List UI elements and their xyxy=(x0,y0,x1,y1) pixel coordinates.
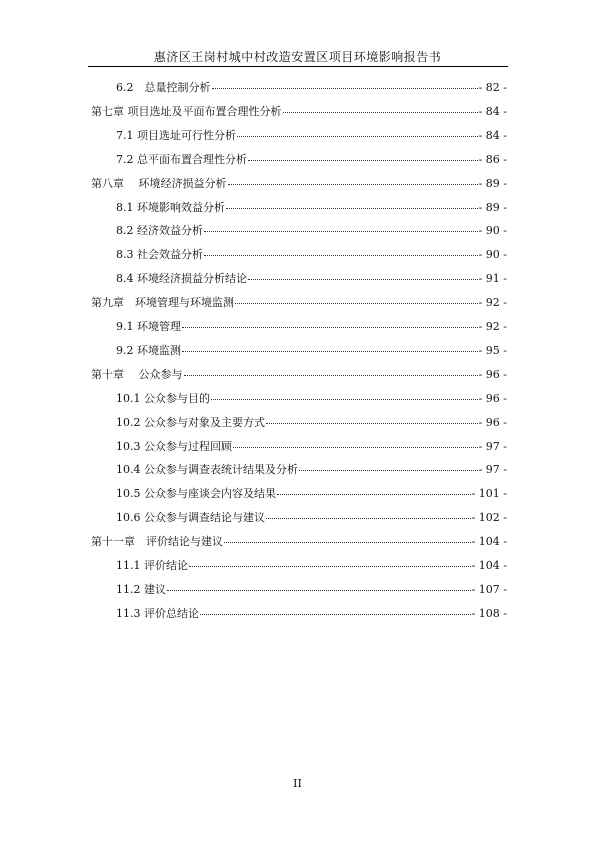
toc-dot-leader xyxy=(167,581,471,591)
toc-entry-page: - 107 - xyxy=(471,582,507,596)
toc-entry-page: - 96 - xyxy=(478,367,507,381)
toc-entry-title: 7.2 总平面布置合理性分析 xyxy=(116,152,247,166)
toc-section-entry[interactable] xyxy=(116,151,507,167)
toc-entry-title: 第七章 项目选址及平面布置合理性分析 xyxy=(91,104,282,118)
toc-entry-title: 9.1 环境管理 xyxy=(116,320,181,333)
toc-dot-leader xyxy=(283,103,478,113)
toc-chapter-entry[interactable] xyxy=(91,103,507,119)
toc-section-entry[interactable] xyxy=(116,79,507,95)
toc-dot-leader xyxy=(235,294,478,304)
toc-section-entry[interactable] xyxy=(116,485,507,501)
toc-entry-page: - 82 - xyxy=(478,81,507,94)
toc-entry-title: 第十一章 评价结论与建议 xyxy=(91,535,223,549)
toc-dot-leader xyxy=(182,342,478,352)
toc-entry-title: 10.2 公众参与对象及主要方式 xyxy=(116,415,265,429)
toc-dot-leader xyxy=(212,79,478,89)
running-header: 惠济区王岗村城中村改造安置区项目环境影响报告书 xyxy=(153,50,442,64)
toc-entry-page: - 89 - xyxy=(478,200,507,214)
header-rule xyxy=(88,66,508,67)
toc-entry-title: 第十章 公众参与 xyxy=(91,367,183,381)
toc-entry-page: - 92 - xyxy=(478,320,507,333)
toc-section-entry[interactable] xyxy=(116,461,507,477)
toc-entry-page: - 104 - xyxy=(471,535,507,549)
toc-entry-page: - 91 - xyxy=(478,272,507,286)
toc-entry-page: - 101 - xyxy=(471,487,507,501)
toc-entry-page: - 97 - xyxy=(478,439,507,453)
toc-section-entry[interactable] xyxy=(116,509,507,525)
toc-section-entry[interactable] xyxy=(116,557,507,573)
toc-entry-page: - 95 - xyxy=(478,343,507,357)
toc-entry-title: 第九章 环境管理与环境监测 xyxy=(91,296,234,310)
toc-entry-title: 8.3 社会效益分析 xyxy=(116,248,203,262)
toc-dot-leader xyxy=(226,199,478,209)
toc-entry-page: - 92 - xyxy=(478,296,507,310)
toc-entry-title: 11.2 建议 xyxy=(116,582,166,596)
toc-section-entry[interactable] xyxy=(116,390,507,406)
toc-dot-leader xyxy=(233,438,478,448)
toc-entry-page: - 84 - xyxy=(478,128,507,142)
toc-section-entry[interactable] xyxy=(116,127,507,143)
toc-dot-leader xyxy=(228,175,478,185)
toc-dot-leader xyxy=(204,222,478,232)
toc-section-entry[interactable] xyxy=(116,246,507,262)
toc-entry-page: - 90 - xyxy=(478,224,507,238)
toc-entry-page: - 86 - xyxy=(478,152,507,166)
toc-chapter-entry[interactable] xyxy=(91,294,507,310)
toc-entry-title: 10.1 公众参与目的 xyxy=(116,391,210,405)
toc-section-entry[interactable] xyxy=(116,199,507,215)
toc-section-entry[interactable] xyxy=(116,222,507,238)
toc-entry-page: - 102 - xyxy=(471,511,507,525)
toc-dot-leader xyxy=(211,390,478,400)
toc-entry-title: 8.4 环境经济损益分析结论 xyxy=(116,272,247,286)
toc-entry-title: 9.2 环境监测 xyxy=(116,343,181,357)
toc-dot-leader xyxy=(204,246,478,256)
toc-dot-leader xyxy=(224,533,471,543)
page-number: II xyxy=(293,777,302,790)
toc-dot-leader xyxy=(189,557,471,567)
toc-dot-leader xyxy=(299,461,478,471)
toc-entry-page: - 97 - xyxy=(478,463,507,477)
toc-entry-title: 11.1 评价结论 xyxy=(116,559,188,572)
toc-section-entry[interactable] xyxy=(116,438,507,454)
toc-dot-leader xyxy=(184,366,478,376)
toc-chapter-entry[interactable] xyxy=(91,175,507,191)
toc-dot-leader xyxy=(266,509,471,519)
toc-entry-title: 8.1 环境影响效益分析 xyxy=(116,200,225,214)
toc-dot-leader xyxy=(266,414,478,424)
toc-entry-page: - 96 - xyxy=(478,391,507,405)
toc-entry-title: 10.4 公众参与调查表统计结果及分析 xyxy=(116,463,298,477)
toc-section-entry[interactable] xyxy=(116,342,507,358)
toc-entry-title: 10.5 公众参与座谈会内容及结果 xyxy=(116,487,276,501)
toc-entry-title: 11.3 评价总结论 xyxy=(116,606,199,620)
toc-section-entry[interactable] xyxy=(116,581,507,597)
toc-section-entry[interactable] xyxy=(116,270,507,286)
toc-entry-page: - 84 - xyxy=(478,104,507,118)
toc-chapter-entry[interactable] xyxy=(91,366,507,382)
toc-section-entry[interactable] xyxy=(116,414,507,430)
toc-entry-page: - 96 - xyxy=(478,415,507,429)
toc-chapter-entry[interactable] xyxy=(91,533,507,549)
toc-section-entry[interactable] xyxy=(116,318,507,334)
toc-dot-leader xyxy=(248,270,478,280)
toc-dot-leader xyxy=(182,318,478,328)
toc-entry-title: 10.3 公众参与过程回顾 xyxy=(116,439,232,453)
toc-entry-title: 10.6 公众参与调查结论与建议 xyxy=(116,511,265,525)
toc-dot-leader xyxy=(237,127,478,137)
toc-entry-page: - 89 - xyxy=(478,176,507,190)
toc-entry-title: 8.2 经济效益分析 xyxy=(116,224,203,238)
toc-section-entry[interactable] xyxy=(116,605,507,621)
toc-dot-leader xyxy=(248,151,478,161)
toc-entry-title: 7.1 项目选址可行性分析 xyxy=(116,128,236,142)
toc-entry-page: - 90 - xyxy=(478,248,507,262)
toc-entry-title: 第八章 环境经济损益分析 xyxy=(91,176,227,190)
toc-entry-page: - 104 - xyxy=(471,559,507,572)
toc-entry-page: - 108 - xyxy=(471,606,507,620)
toc-dot-leader xyxy=(200,605,471,615)
toc-dot-leader xyxy=(277,485,471,495)
toc-entry-title: 6.2 总量控制分析 xyxy=(116,81,211,94)
